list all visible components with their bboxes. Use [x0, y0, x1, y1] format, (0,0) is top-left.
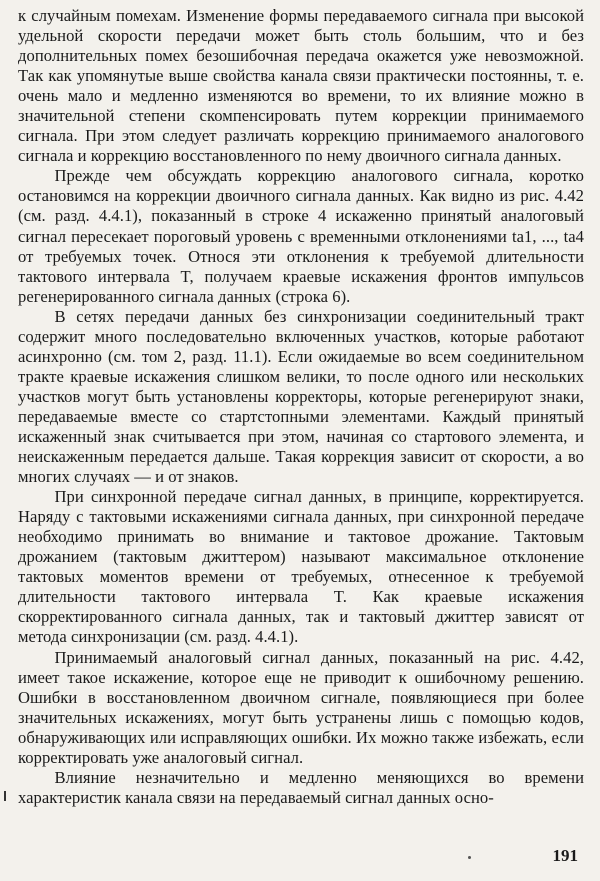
paragraph-6: Влияние незначительно и медленно меняющихся во времени характеристик канала связи на передаваемый сигнал данных осно-: [18, 767, 584, 807]
page-number: 191: [552, 846, 578, 865]
paragraph-3: В сетях передачи данных без синхронизации соединительный тракт содержит много последовательно включенных участков, которые работают асинхронно (см. том 2, разд. 11.1). Если ожидаемые во всем соединительном тракте краевые искажения слишком велики, то после одного или нескольких участков могут быть установлены корректоры, которые регенерируют знаки, передаваемые вместе со стартстопными элементами. Каждый принятый искаженный знак считывается при этом, начиная со стартового элемента, и неискаженным передается дальше. Такая коррекция зависит от скорости, а во многих случаях — и от знаков.: [18, 306, 584, 487]
paragraph-2: Прежде чем обсуждать коррекцию аналогового сигнала, коротко остановимся на коррекции двоичного сигнала данных. Как видно из рис. 4.42 (см. разд. 4.4.1), показанный в строке 4 искаженно принятый аналоговый сигнал пересекает пороговый уровень с временными отклонениями tа1, ..., tа4 от требуемых точек. Относя эти отклонения к требуемой длительности тактового интервала T, получаем краевые искажения фронтов импульсов регенерированного сигнала данных (строка 6).: [18, 166, 584, 306]
paragraph-4: При синхронной передаче сигнал данных, в принципе, корректируется. Наряду с тактовыми искажениями сигнала данных, при синхронной передаче необходимо принимать во внимание и тактовое дрожание. Тактовым дрожанием (тактовым джиттером) называют максимальное отклонение тактовых моментов времени от требуемых, отнесенное к требуемой длительности тактового интервала T. Как краевые искажения скорректированного сигнала данных, так и тактовый джиттер зависят от метода синхронизации (см. разд. 4.4.1).: [18, 487, 584, 647]
page-body: [18, 6, 584, 808]
paragraph-1: к случайным помехам. Изменение формы передаваемого сигнала при высокой удельной скорости передачи может быть столь большим, что и без дополнительных помех безошибочная передача окажется уже невозможной. Так как упомянутые выше свойства канала связи практически постоянны, т. е. очень мало и медленно изменяются во времени, то их влияние можно в значительной степени скомпенсировать путем коррекции принимаемого сигнала. При этом следует различать коррекцию принимаемого аналогового сигнала и коррекцию восстановленного по нему двоичного сигнала данных.: [18, 6, 584, 166]
paragraph-5: Принимаемый аналоговый сигнал данных, показанный на рис. 4.42, имеет такое искажение, которое еще не приводит к ошибочному решению. Ошибки в восстановленном двоичном сигнале, появляющиеся при более значительных искажениях, могут быть устранены лишь с помощью кодов, обнаруживающих или исправляющих ошибки. Их можно также избежать, если корректировать уже аналоговый сигнал.: [18, 647, 584, 767]
margin-mark: [4, 791, 6, 801]
print-speck: [468, 856, 471, 859]
